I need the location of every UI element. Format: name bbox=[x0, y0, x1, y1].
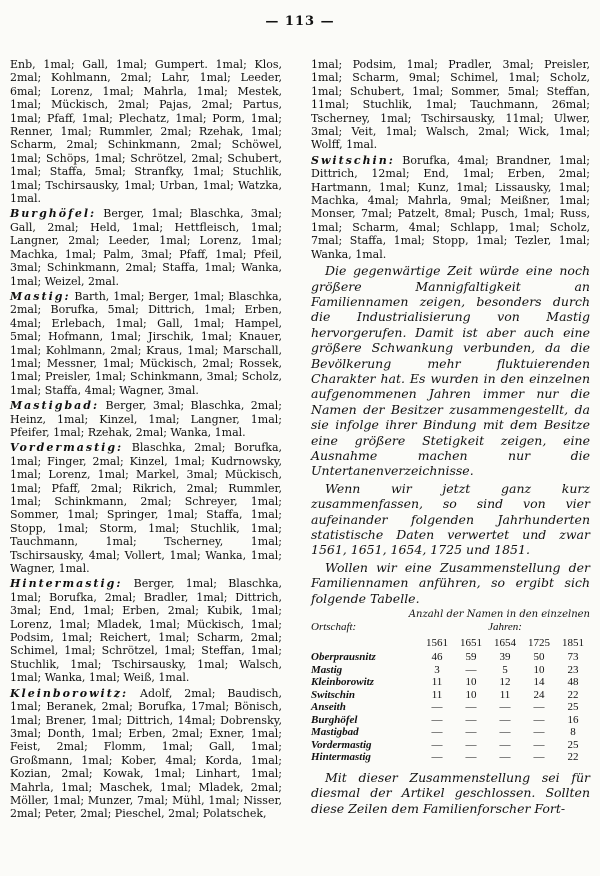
place-cell: Mastigbad bbox=[311, 726, 359, 739]
value-cell: 22 bbox=[567, 751, 579, 764]
ortschaft-header: Ortschaft: bbox=[311, 621, 357, 634]
value-cell: — bbox=[533, 701, 545, 714]
value-cell: 10 bbox=[465, 688, 477, 701]
name-list-continuation: 1mal; Podsim, 1mal; Pradler, 3mal; Preisler, 1mal; Scharm, 9mal; Schimel, 1mal; Scholz, 1mal; Schubert, 1mal; Sommer, 5mal; Steffan, 11mal; Stuchlik, 1mal; Tauchmann, 26mal; Tscherney, 1mal; Tschirsausky, 11mal; Ulwer, 3mal; Veit, 1mal; Walsch, 2mal; Wick, 1mal; Wolff, 1mal. bbox=[311, 58, 590, 152]
year-header: 1561 bbox=[426, 636, 448, 649]
section-text: Borufka, 4mal; Brandner, 1mal; Dittrich, 12mal; End, 1mal; Erben, 2mal; Hartmann, 1mal; Kunz, 1mal; Lissausky, 1mal; Machka, 4mal; Mahrla, 9mal; Meißner, 1mal; Monser, 7mal; Patzelt, 8mal; Pusch, 1mal; Russ, 1mal; Scharm, 4mal; Schlapp, 1mal; Scholz, 7mal; Staffa, 1mal; Stopp, 1mal; Tezler, 1mal; Wanka, 1mal. bbox=[311, 153, 590, 261]
value-cell: — bbox=[533, 726, 545, 739]
value-cell: 22 bbox=[567, 688, 579, 701]
value-cell: — bbox=[431, 738, 443, 751]
table-row bbox=[311, 726, 590, 739]
value-cell: 50 bbox=[533, 651, 545, 664]
value-cell: 10 bbox=[465, 676, 477, 689]
value-cell: 39 bbox=[499, 651, 511, 664]
value-cell: 12 bbox=[499, 676, 511, 689]
year-header: 1654 bbox=[494, 636, 516, 649]
value-cell: 3 bbox=[434, 663, 440, 676]
section-text: Blaschka, 2mal; Borufka, 1mal; Finger, 2mal; Kinzel, 1mal; Kudrnowsky, 1mal; Lorenz, 1mal; Markel, 3mal; Mückisch, 1mal; Pfaff, 2mal; Rikrich, 2mal; Rummler, 1mal; Schinkmann, 2mal; Schreyer, 1mal; Sommer, 1mal; Springer, 1mal; Staffa, 1mal; Stopp, 1mal; Storm, 1mal; Stuchlik, 1mal; Tauchmann, 1mal; Tscherney, 1mal; Tschirsausky, 4mal; Vollert, 1mal; Wanka, 1mal; Wagner, 1mal. bbox=[10, 441, 282, 576]
body-paragraph: Die gegenwärtige Zeit würde eine noch größere Mannigfaltigkeit an Familiennamen zeigen, besonders durch die Industrialisierung von Mastig hervorgerufen. Damit ist aber auch eine größere Schwankung verbunden, da die Bevölkerung mehr fluktuierenden Charakter hat. Es wurden in den einzelnen aufgenommenen Jahren immer nur die Namen der Besitzer zusammengestellt, da sie infolge ihrer Bindung mit dem Besitze eine größere Stetigkeit zeigen, eine Ausnahme machen nur die Untertanenverzeichnisse. bbox=[311, 263, 590, 479]
value-cell: — bbox=[431, 726, 443, 739]
value-cell: — bbox=[465, 751, 477, 764]
value-cell: 59 bbox=[465, 651, 477, 664]
section-text: Barth, 1mal; Berger, 1mal; Blaschka, 2mal; Borufka, 5mal; Dittrich, 1mal; Erben, 4mal; Erlebach, 1mal; Gall, 1mal; Hampel, 5mal; Hofmann, 1mal; Jirschik, 1mal; Knauer, 1mal; Kohlmann, 2mal; Kraus, 1mal; Marschall, 1mal; Messner, 1mal; Mückisch, 2mal; Rossek, 1mal; Preisler, 1mal; Schinkmann, 3mal; Scholz, 1mal; Staffa, 4mal; Wagner, 3mal. bbox=[10, 289, 282, 397]
right-column bbox=[311, 58, 590, 818]
value-cell: — bbox=[465, 663, 477, 676]
value-cell: 14 bbox=[533, 676, 545, 689]
value-cell: 25 bbox=[567, 738, 579, 751]
value-cell: 24 bbox=[533, 688, 545, 701]
value-cell: 10 bbox=[533, 663, 545, 676]
year-header: 1725 bbox=[528, 636, 550, 649]
table-body bbox=[311, 651, 590, 764]
value-cell: 8 bbox=[570, 726, 576, 739]
table-row bbox=[311, 676, 590, 689]
section-mastig bbox=[10, 290, 282, 397]
section-title: Switschin: bbox=[311, 153, 395, 167]
value-cell: — bbox=[431, 713, 443, 726]
section-title: Kleinborowitz: bbox=[10, 686, 129, 700]
section-switschin bbox=[311, 154, 590, 261]
table-row bbox=[311, 689, 590, 702]
section-title: Burghöfel: bbox=[10, 207, 97, 221]
value-cell: 48 bbox=[567, 676, 579, 689]
table-row bbox=[311, 651, 590, 664]
value-cell: — bbox=[533, 738, 545, 751]
value-cell: — bbox=[499, 738, 511, 751]
table-row bbox=[311, 714, 590, 727]
place-cell: Mastig bbox=[311, 663, 343, 676]
value-cell: 11 bbox=[431, 688, 443, 701]
table-row bbox=[311, 701, 590, 714]
value-cell: — bbox=[499, 726, 511, 739]
place-cell: Burghöfel bbox=[311, 713, 358, 726]
body-paragraph: Mit dieser Zusammenstellung sei für diesmal der Artikel geschlossen. Sollten diese Zeilen dem Familienforscher Fort- bbox=[311, 769, 590, 816]
body-paragraph: Wenn wir jetzt ganz kurz zusammenfassen, so sind von vier aufeinander folgenden Jahrhunderten statistische Daten verwertet und zwar 1561, 1651, 1654, 1725 und 1851. bbox=[311, 480, 590, 558]
left-column bbox=[10, 58, 282, 823]
value-cell: — bbox=[465, 738, 477, 751]
place-cell: Switschin bbox=[311, 688, 356, 701]
table-row bbox=[311, 739, 590, 752]
value-cell: — bbox=[465, 713, 477, 726]
place-cell: Kleinborowitz bbox=[311, 676, 374, 689]
value-cell: — bbox=[431, 751, 443, 764]
place-cell: Anseith bbox=[311, 701, 346, 714]
value-cell: 11 bbox=[431, 676, 443, 689]
value-cell: — bbox=[465, 726, 477, 739]
section-burghoefel bbox=[10, 207, 282, 287]
family-name-table bbox=[311, 621, 590, 764]
table-row bbox=[311, 751, 590, 764]
section-text: Berger, 1mal; Blaschka, 1mal; Borufka, 2mal; Bradler, 1mal; Dittrich, 3mal; End, 1mal; Erben, 2mal; Kubik, 1mal; Lorenz, 1mal; Mladek, 1mal; Mückisch, 1mal; Podsim, 1mal; Reichert, 1mal; Scharm, 2mal; Schimel, 1mal; Schrötzel, 1mal; Steffan, 1mal; Stuchlik, 1mal; Tschirsausky, 1mal; Walsch, 1mal; Wanka, 1mal; Weiß, 1mal. bbox=[10, 577, 282, 685]
years-row bbox=[311, 634, 590, 652]
section-title: Mastigbad: bbox=[10, 399, 100, 413]
section-mastigbad bbox=[10, 399, 282, 439]
value-cell: 46 bbox=[431, 651, 443, 664]
section-title: Hintermastig: bbox=[10, 577, 123, 591]
year-header: 1851 bbox=[562, 636, 584, 649]
section-text: Berger, 3mal; Blaschka, 2mal; Heinz, 1mal; Kinzel, 1mal; Langner, 1mal; Pfeifer, 1mal; Rzehak, 2mal; Wanka, 1mal. bbox=[10, 399, 282, 439]
table-header-row bbox=[311, 621, 590, 634]
table-caption: Anzahl der Namen in den einzelnen bbox=[408, 609, 590, 621]
page-number: — 113 — bbox=[265, 14, 335, 29]
year-header: 1651 bbox=[460, 636, 482, 649]
value-cell: — bbox=[499, 751, 511, 764]
name-list-intro: Enb, 1mal; Gall, 1mal; Gumpert. 1mal; Klos, 2mal; Kohlmann, 2mal; Lahr, 1mal; Leeder, 6mal; Lorenz, 1mal; Mahrla, 1mal; Mestek, 1mal; Mückisch, 2mal; Pajas, 2mal; Partus, 1mal; Pfaff, 1mal; Plechatz, 1mal; Porm, 1mal; Renner, 1mal; Rummler, 2mal; Rzehak, 1mal; Scharm, 2mal; Schinkmann, 2mal; Schöwel, 1mal; Schöps, 1mal; Schrötzel, 2mal; Schubert, 1mal; Staffa, 5mal; Stranfky, 1mal; Stuchlik, 1mal; Tschirsausky, 1mal; Urban, 1mal; Watzka, 1mal. bbox=[10, 58, 282, 206]
table-row bbox=[311, 664, 590, 677]
value-cell: 5 bbox=[502, 663, 508, 676]
place-cell: Oberprausnitz bbox=[311, 651, 376, 664]
section-kleinborowitz bbox=[10, 687, 282, 821]
value-cell: 25 bbox=[567, 701, 579, 714]
place-cell: Hintermastig bbox=[311, 751, 371, 764]
value-cell: — bbox=[533, 751, 545, 764]
value-cell: — bbox=[499, 701, 511, 714]
section-text: Berger, 1mal; Blaschka, 3mal; Gall, 2mal; Held, 1mal; Hettfleisch, 1mal; Langner, 2mal; Leeder, 1mal; Lorenz, 1mal; Machka, 1mal; Palm, 3mal; Pfaff, 1mal; Pfeil, 3mal; Schinkmann, 2mal; Staffa, 1mal; Wanka, 1mal; Weizel, 2mal. bbox=[10, 207, 282, 288]
body-paragraph: Wollen wir eine Zusammenstellung der Familiennamen anführen, so ergibt sich folgende Tabelle. bbox=[311, 559, 590, 606]
value-cell: 73 bbox=[567, 651, 579, 664]
value-cell: — bbox=[533, 713, 545, 726]
section-text: Adolf, 2mal; Baudisch, 1mal; Beranek, 2mal; Borufka, 17mal; Bönisch, 1mal; Brener, 1mal; Dittrich, 14mal; Dobrensky, 3mal; Donth, 1mal; Erben, 2mal; Exner, 1mal; Feist, 2mal; Flomm, 1mal; Gall, 1mal; Großmann, 1mal; Kober, 4mal; Korda, 1mal; Kozian, 2mal; Kowak, 1mal; Linhart, 1mal; Mahrla, 1mal; Maschek, 1mal; Mladek, 2mal; Möller, 1mal; Munzer, 7mal; Mühl, 1mal; Nisser, 2mal; Peter, 2mal; Pieschel, 2mal; Polatschek, bbox=[10, 686, 282, 821]
value-cell: 11 bbox=[499, 688, 511, 701]
section-vordermastig bbox=[10, 441, 282, 575]
value-cell: 23 bbox=[567, 663, 579, 676]
section-title: Mastig: bbox=[10, 289, 71, 303]
value-cell: — bbox=[431, 701, 443, 714]
value-cell: — bbox=[465, 701, 477, 714]
value-cell: — bbox=[499, 713, 511, 726]
place-cell: Vordermastig bbox=[311, 738, 372, 751]
jahren-header: Jahren: bbox=[488, 621, 522, 634]
value-cell: 16 bbox=[567, 713, 579, 726]
section-hintermastig bbox=[10, 577, 282, 684]
section-title: Vordermastig: bbox=[10, 441, 124, 455]
